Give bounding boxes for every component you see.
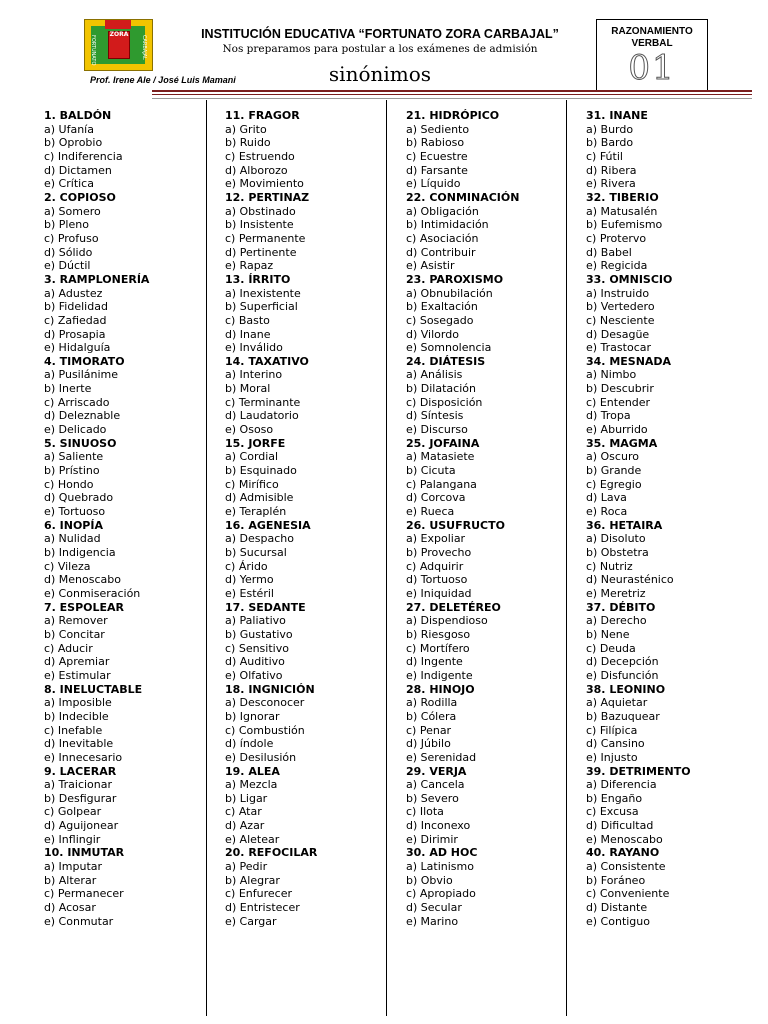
answer-option: b) Provecho [406, 546, 472, 559]
question-title: 14. TAXATIVO [225, 354, 309, 368]
answer-option: e) Asistir [406, 259, 455, 273]
answer-option: a) Diferencia [586, 778, 657, 792]
answer-option: b) Grande [586, 464, 642, 478]
answer-option: d) Acosar [44, 901, 96, 915]
answer-option: c) Hondo [44, 477, 94, 491]
answer-option: a) Consistente [586, 860, 666, 874]
question-title: 24. DIÁTESIS [406, 354, 486, 368]
answer-option: d) Entristecer [225, 901, 300, 915]
answer-option: b) Fidelidad [44, 300, 108, 314]
answer-option: e) Cargar [225, 914, 277, 928]
answer-option: d) Laudatorio [225, 409, 299, 423]
answer-option: e) Movimiento [225, 177, 304, 191]
answer-option: c) Nutriz [586, 559, 633, 573]
answer-option: c) Ilota [406, 805, 444, 819]
answer-option: e) Serenidad [406, 750, 477, 764]
answer-option: c) Excusa [586, 805, 639, 819]
answer-option: d) Decepción [586, 655, 659, 669]
answer-option: e) Marino [406, 914, 459, 928]
answer-option: d) Admisible [225, 491, 294, 505]
answer-option: e) Tortuoso [44, 505, 106, 519]
question-column-1 [44, 109, 149, 928]
answer-option: e) Iniquidad [406, 586, 472, 600]
answer-option: e) Teraplén [225, 505, 287, 519]
answer-option: a) Rodilla [406, 696, 458, 710]
answer-option: c) Árido [225, 559, 268, 573]
answer-option: a) Matusalén [586, 204, 658, 218]
answer-option: d) Neurasténico [586, 573, 674, 587]
answer-option: b) Obstetra [586, 546, 649, 559]
answer-option: a) Inexistente [225, 286, 301, 300]
answer-option: a) Mezcla [225, 778, 278, 792]
answer-option: a) Sediento [406, 122, 470, 136]
question-title: 8. INELUCTABLE [44, 682, 143, 696]
answer-option: e) Indigente [406, 668, 473, 682]
answer-option: e) Estimular [44, 668, 111, 682]
answer-option: e) Innecesario [44, 750, 123, 764]
answer-option: a) Disoluto [586, 532, 646, 546]
question-title: 38. LEONINO [586, 682, 666, 696]
question-title: 11. FRAGOR [225, 109, 300, 122]
answer-option: e) Estéril [225, 586, 274, 600]
answer-option: c) Permanecer [44, 887, 124, 901]
answer-option: d) Prosapia [44, 327, 106, 341]
question-title: 4. TIMORATO [44, 354, 125, 368]
answer-option: b) Descubrir [586, 382, 654, 396]
answer-option: c) Adquirir [406, 559, 464, 573]
question-title: 26. USUFRUCTO [406, 518, 505, 532]
answer-option: a) Análisis [406, 368, 463, 382]
question-title: 33. OMNISCIO [586, 272, 673, 286]
answer-option: a) Latinismo [406, 860, 474, 874]
answer-option: c) Apropiado [406, 887, 476, 901]
answer-option: a) Expoliar [406, 532, 466, 546]
answer-option: a) Ufanía [44, 122, 94, 136]
answer-option: a) Remover [44, 614, 108, 628]
question-title: 35. MAGMA [586, 436, 658, 450]
question-title: 40. RAYANO [586, 846, 660, 860]
answer-option: a) Derecho [586, 614, 647, 628]
answer-option: e) Crítica [44, 177, 94, 191]
institution-name: INSTITUCIÓN EDUCATIVA “FORTUNATO ZORA CARBAJAL” [201, 27, 559, 41]
answer-option: b) Exaltación [406, 300, 478, 314]
answer-option: b) Desfigurar [44, 791, 117, 805]
professors: Prof. Irene Ale / José Luis Mamani [90, 75, 236, 85]
answer-option: c) Profuso [44, 231, 99, 245]
answer-option: d) Quebrado [44, 491, 114, 505]
question-title: 22. CONMINACIÓN [406, 190, 520, 204]
topic-title: sinónimos [328, 62, 432, 86]
question-title: 30. AD HOC [406, 846, 478, 860]
logo-side-left: FORTUNATO [90, 35, 96, 66]
answer-option: b) Cólera [406, 709, 457, 723]
answer-option: d) Farsante [406, 163, 468, 177]
answer-option: a) Interino [225, 368, 283, 382]
answer-option: c) Asociación [406, 231, 479, 245]
answer-option: d) Apremiar [44, 655, 110, 669]
question-column-4 [586, 109, 691, 928]
answer-option: e) Menoscabo [586, 832, 663, 846]
logo-side-right: CARBAJAL [141, 35, 147, 60]
answer-option: b) Gustativo [225, 627, 293, 641]
header-rule-top [152, 90, 752, 92]
answer-option: e) Trastocar [586, 341, 652, 355]
answer-option: e) Delicado [44, 423, 107, 437]
answer-option: c) Enfurecer [225, 887, 292, 901]
answer-option: e) Rueca [406, 505, 455, 519]
answer-option: c) Filípica [586, 723, 638, 737]
answer-option: b) Eufemismo [586, 218, 663, 232]
question-title: 10. INMUTAR [44, 846, 125, 860]
answer-option: d) Cansino [586, 737, 645, 751]
answer-option: d) Dificultad [586, 819, 654, 833]
answer-option: c) Permanente [225, 231, 306, 245]
answer-option: e) Disfunción [586, 668, 659, 682]
answer-option: c) Arriscado [44, 395, 110, 409]
answer-option: e) Discurso [406, 423, 468, 437]
tagline: Nos preparamos para postular a los exámenes de admisión [222, 43, 538, 55]
answer-option: b) Obvio [406, 873, 453, 887]
answer-option: a) Matasiete [406, 450, 475, 464]
answer-option: b) Alterar [44, 873, 97, 887]
answer-option: c) Palangana [406, 477, 477, 491]
question-title: 21. HIDRÓPICO [406, 109, 500, 122]
answer-option: b) Indigencia [44, 546, 116, 559]
question-title: 15. JORFE [225, 436, 286, 450]
answer-option: a) Dispendioso [406, 614, 488, 628]
question-title: 20. REFOCILAR [225, 846, 318, 860]
answer-option: c) Conveniente [586, 887, 670, 901]
answer-option: d) Babel [586, 245, 632, 259]
question-title: 9. LACERAR [44, 764, 117, 778]
answer-option: b) Esquinado [225, 464, 297, 478]
answer-option: b) Prístino [44, 464, 100, 478]
answer-option: c) Inefable [44, 723, 103, 737]
logo-text: ZORA [109, 31, 129, 38]
answer-option: a) Aquietar [586, 696, 648, 710]
answer-option: c) Ecuestre [406, 149, 468, 163]
answer-option: d) Ingente [406, 655, 463, 669]
answer-option: a) Imposible [44, 696, 112, 710]
answer-option: d) Síntesis [406, 409, 464, 423]
answer-option: a) Adustez [44, 286, 103, 300]
answer-option: c) Terminante [225, 395, 301, 409]
answer-option: e) Somnolencia [406, 341, 492, 355]
column-divider [206, 100, 207, 1016]
answer-option: c) Nesciente [586, 313, 655, 327]
worksheet-number: 01 [628, 48, 676, 88]
answer-option: a) Oscuro [586, 450, 639, 464]
answer-option: d) Corcova [406, 491, 466, 505]
answer-option: d) Distante [586, 901, 648, 915]
question-title: 7. ESPOLEAR [44, 600, 125, 614]
answer-option: d) Desagüe [586, 327, 650, 341]
answer-option: c) Basto [225, 313, 270, 327]
answer-option: b) Nene [586, 627, 630, 641]
answer-option: b) Concitar [44, 627, 105, 641]
answer-option: b) Insistente [225, 218, 294, 232]
subject-badge [596, 19, 708, 91]
answer-option: a) Nimbo [586, 368, 637, 382]
answer-option: a) Somero [44, 204, 101, 218]
answer-option: e) Inválido [225, 341, 283, 355]
answer-option: e) Aburrido [586, 423, 648, 437]
answer-option: d) Contribuir [406, 245, 476, 259]
question-title: 23. PAROXISMO [406, 272, 504, 286]
answer-option: e) Rapaz [225, 259, 274, 273]
question-title: 32. TIBERIO [586, 190, 659, 204]
question-title: 36. HETAIRA [586, 518, 663, 532]
answer-option: b) Bazuquear [586, 709, 660, 723]
answer-option: b) Engaño [586, 791, 643, 805]
answer-option: b) Sucursal [225, 546, 287, 559]
answer-option: c) Combustión [225, 723, 305, 737]
answer-option: a) Obnubilación [406, 286, 493, 300]
question-title: 39. DETRIMENTO [586, 764, 691, 778]
answer-option: b) Ligar [225, 791, 268, 805]
answer-option: d) Inevitable [44, 737, 114, 751]
logo-red-banner [105, 20, 131, 29]
answer-option: a) Imputar [44, 860, 103, 874]
answer-option: e) Regicida [586, 259, 648, 273]
answer-option: e) Inflingir [44, 832, 101, 846]
answer-option: a) Saliente [44, 450, 104, 464]
answer-option: e) Conmiseración [44, 586, 141, 600]
answer-option: c) Aducir [44, 641, 93, 655]
question-title: 12. PERTINAZ [225, 190, 310, 204]
answer-option: c) Indiferencia [44, 149, 123, 163]
question-title: 37. DÉBITO [586, 600, 656, 614]
answer-option: a) Obstinado [225, 204, 296, 218]
column-divider [386, 100, 387, 1016]
answer-option: d) Yermo [225, 573, 274, 587]
answer-option: a) Nulidad [44, 532, 101, 546]
answer-option: c) Sensitivo [225, 641, 289, 655]
question-title: 17. SEDANTE [225, 600, 306, 614]
answer-option: b) Ruido [225, 136, 271, 150]
answer-option: d) índole [225, 737, 274, 751]
answer-option: c) Penar [406, 723, 452, 737]
answer-option: b) Moral [225, 382, 271, 396]
answer-option: a) Pusilánime [44, 368, 119, 382]
question-title: 19. ALEA [225, 764, 280, 778]
answer-option: b) Riesgoso [406, 627, 471, 641]
answer-option: d) Azar [225, 819, 265, 833]
answer-option: e) Contiguo [586, 914, 650, 928]
answer-option: c) Zafiedad [44, 313, 107, 327]
answer-option: a) Paliativo [225, 614, 286, 628]
question-title: 25. JOFAINA [406, 436, 480, 450]
answer-option: b) Alegrar [225, 873, 280, 887]
question-title: 13. ÍRRITO [225, 272, 291, 286]
question-title: 27. DELETÉREO [406, 600, 501, 614]
question-title: 28. HINOJO [406, 682, 475, 696]
question-column-3 [406, 109, 519, 928]
answer-option: d) Aguijonear [44, 819, 119, 833]
answer-option: e) Meretriz [586, 586, 646, 600]
answer-option: d) Tortuoso [406, 573, 468, 587]
answer-option: d) Lava [586, 491, 627, 505]
answer-option: c) Disposición [406, 395, 483, 409]
answer-option: c) Fútil [586, 149, 623, 163]
answer-option: e) Dúctil [44, 259, 91, 273]
answer-option: d) Menoscabo [44, 573, 121, 587]
question-title: 1. BALDÓN [44, 109, 112, 122]
answer-option: b) Pleno [44, 218, 89, 232]
answer-option: d) Vilordo [406, 327, 459, 341]
answer-option: a) Grito [225, 122, 267, 136]
question-title: 16. AGENESIA [225, 518, 311, 532]
answer-option: d) Secular [406, 901, 462, 915]
answer-option: a) Traicionar [44, 778, 113, 792]
answer-option: c) Deuda [586, 641, 636, 655]
answer-option: c) Vileza [44, 559, 91, 573]
answer-option: d) Inane [225, 327, 271, 341]
answer-option: d) Tropa [586, 409, 631, 423]
answer-option: c) Golpear [44, 805, 102, 819]
answer-option: d) Sólido [44, 245, 93, 259]
question-title: 29. VERJA [406, 764, 467, 778]
answer-option: d) Deleznable [44, 409, 121, 423]
answer-option: d) Auditivo [225, 655, 285, 669]
answer-option: b) Bardo [586, 136, 634, 150]
answer-option: e) Líquido [406, 177, 461, 191]
answer-option: a) Instruido [586, 286, 650, 300]
answer-option: e) Olfativo [225, 668, 283, 682]
header-rule-bottom [152, 98, 752, 99]
question-title: 2. COPIOSO [44, 190, 116, 204]
answer-option: a) Cordial [225, 450, 279, 464]
answer-option: e) Injusto [586, 750, 638, 764]
answer-option: c) Mirífico [225, 477, 279, 491]
answer-option: c) Estruendo [225, 149, 295, 163]
answer-option: d) Inconexo [406, 819, 471, 833]
answer-option: e) Ososo [225, 423, 274, 437]
answer-option: c) Atar [225, 805, 262, 819]
header-rule-middle [152, 94, 752, 95]
answer-option: e) Desilusión [225, 750, 297, 764]
answer-option: a) Cancela [406, 778, 465, 792]
answer-option: d) Pertinente [225, 245, 297, 259]
answer-option: d) Júbilo [406, 737, 451, 751]
answer-option: c) Egregio [586, 477, 642, 491]
answer-option: e) Hidalguía [44, 341, 111, 355]
answer-option: b) Intimidación [406, 218, 489, 232]
question-title: 34. MESNADA [586, 354, 672, 368]
column-divider [566, 100, 567, 1016]
answer-option: c) Mortífero [406, 641, 470, 655]
answer-option: e) Dirimir [406, 832, 458, 846]
answer-option: a) Burdo [586, 122, 634, 136]
answer-option: c) Sosegado [406, 313, 474, 327]
answer-option: b) Dilatación [406, 382, 476, 396]
answer-option: d) Alborozo [225, 163, 288, 177]
answer-option: b) Superficial [225, 300, 298, 314]
answer-option: c) Entender [586, 395, 651, 409]
answer-option: d) Ribera [586, 163, 637, 177]
answer-option: a) Despacho [225, 532, 294, 546]
answer-option: b) Cicuta [406, 464, 456, 478]
answer-option: b) Severo [406, 791, 459, 805]
subject-label: RAZONAMIENTO VERBAL [611, 26, 693, 49]
question-title: 6. INOPÍA [44, 518, 103, 532]
answer-option: c) Protervo [586, 231, 647, 245]
answer-option: b) Foráneo [586, 873, 646, 887]
answer-option: e) Aletear [225, 832, 280, 846]
question-title: 3. RAMPLONERÍA [44, 272, 150, 286]
answer-option: e) Rivera [586, 177, 636, 191]
answer-option: b) Vertedero [586, 300, 655, 314]
answer-option: b) Oprobio [44, 136, 103, 150]
question-title: 5. SINUOSO [44, 436, 117, 450]
answer-option: b) Indecible [44, 709, 109, 723]
answer-option: a) Desconocer [225, 696, 305, 710]
answer-option: b) Rabioso [406, 136, 465, 150]
question-column-2 [225, 109, 317, 928]
question-title: 31. INANE [586, 109, 648, 122]
question-title: 18. INGNICIÓN [225, 682, 315, 696]
answer-option: b) Ignorar [225, 709, 280, 723]
school-logo [84, 19, 153, 71]
answer-option: d) Dictamen [44, 163, 112, 177]
answer-option: e) Roca [586, 505, 628, 519]
answer-option: b) Inerte [44, 382, 92, 396]
answer-option: a) Obligación [406, 204, 479, 218]
answer-option: e) Conmutar [44, 914, 114, 928]
answer-option: a) Pedir [225, 860, 268, 874]
